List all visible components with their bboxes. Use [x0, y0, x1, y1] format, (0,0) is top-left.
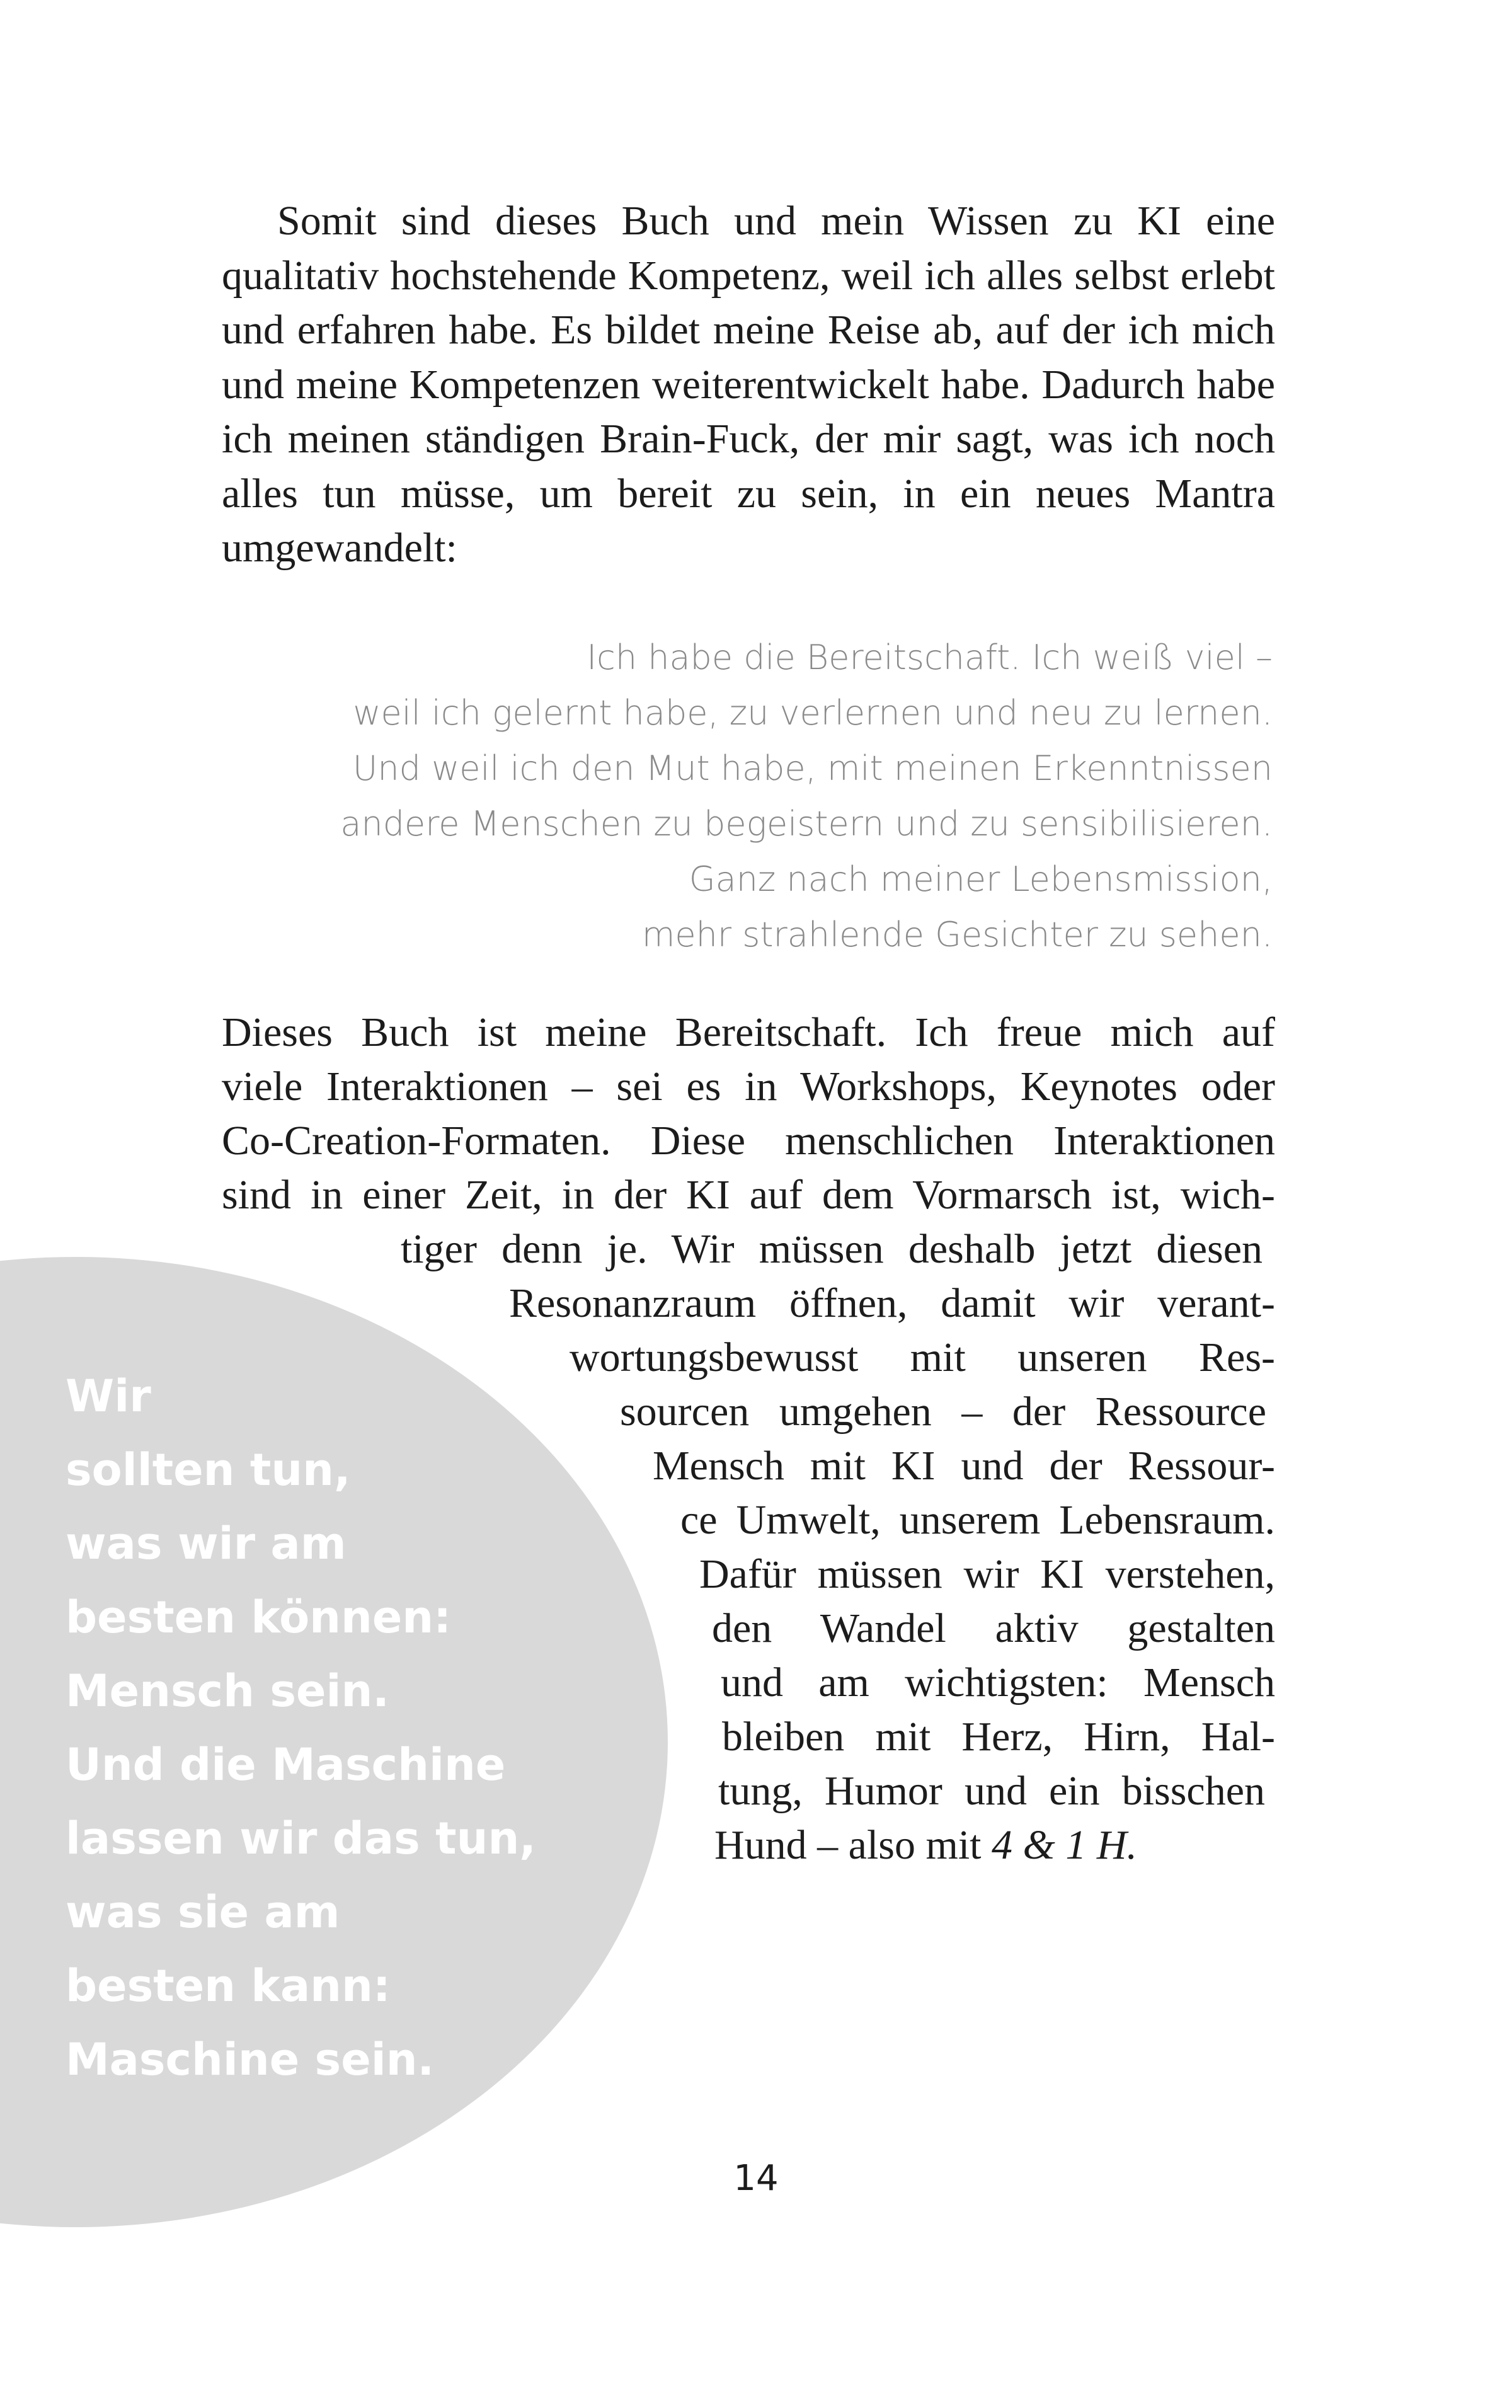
body-line: Mensch mit KI und der Ressour-	[653, 1443, 1275, 1489]
body-line: wortungsbewusst mit unseren Res-	[570, 1334, 1275, 1380]
mantra-line: weil ich gelernt habe, zu verlernen und neu zu lernen.	[353, 693, 1273, 733]
body-line: tung, Humor und ein bisschen	[718, 1768, 1265, 1814]
mantra-line: andere Menschen zu begeistern und zu sensibilisieren.	[340, 804, 1273, 844]
mantra-line: Ich habe die Bereitschaft. Ich weiß viel –	[587, 638, 1273, 677]
body-line: Dafür müssen wir KI verstehen,	[699, 1551, 1275, 1597]
pull-quote	[66, 1360, 633, 2097]
pull-quote-line: besten können:	[66, 1591, 452, 1643]
mantra-line: mehr strahlende Gesichter zu sehen.	[641, 915, 1273, 955]
pull-quote-line: Maschine sein.	[66, 2034, 435, 2085]
pull-quote-line: Wir	[66, 1370, 151, 1422]
body-line: Resonanzraum öffnen, damit wir verant-	[509, 1280, 1275, 1326]
body-paragraph-1: Somit sind dieses Buch und mein Wissen zu KI eine qualitativ hochstehende Kompetenz, weil ich alles selbst erlebt und erfahren habe. Es bildet meine Reise ab, auf der ich mich und meine Kompetenzen weiterentwickelt habe. Dadurch habe ich meinen ständigen Brain-Fuck, der mir sagt, was ich noch alles tun müsse, um bereit zu sein, in ein neues Mantra umgewandelt:	[222, 198, 1275, 571]
pull-quote-line: was wir am	[66, 1518, 346, 1569]
body-line-text: Hund – also mit	[714, 1822, 992, 1868]
body-line: sourcen umgehen – der Ressource	[620, 1389, 1266, 1435]
body-line: Dieses Buch ist meine Bereitschaft. Ich freue mich auf	[222, 1009, 1275, 1055]
four-and-one-h: 4 & 1 H.	[992, 1822, 1137, 1868]
pull-quote-line: Und die Maschine	[66, 1739, 506, 1791]
pull-quote-line: Mensch sein.	[66, 1665, 389, 1717]
body-line: viele Interaktionen – sei es in Workshops, Keynotes oder	[222, 1064, 1275, 1109]
body-line: ce Umwelt, unserem Lebensraum.	[680, 1497, 1275, 1543]
pull-quote-line: besten kann:	[66, 1960, 391, 2012]
body-line: sind in einer Zeit, in der KI auf dem Vormarsch ist, wich-	[222, 1172, 1275, 1218]
pull-quote-line: sollten tun,	[66, 1444, 351, 1496]
pull-quote-line: was sie am	[66, 1886, 340, 1938]
page-number: 14	[733, 2158, 779, 2199]
body-line: Co-Creation-Formaten. Diese menschlichen Interaktionen	[222, 1118, 1275, 1164]
body-line: bleiben mit Herz, Hirn, Hal-	[722, 1714, 1275, 1760]
body-line: den Wandel aktiv gestalten	[712, 1605, 1275, 1651]
body-line-final	[714, 1818, 1137, 1872]
mantra-line: Und weil ich den Mut habe, mit meinen Erkenntnissen	[352, 748, 1273, 788]
mantra-quote	[265, 630, 1273, 963]
body-line: tiger denn je. Wir müssen deshalb jetzt diesen	[401, 1226, 1263, 1272]
body-line: und am wichtigsten: Mensch	[721, 1660, 1275, 1706]
pull-quote-line: lassen wir das tun,	[66, 1813, 536, 1864]
mantra-line: Ganz nach meiner Lebensmission,	[689, 859, 1273, 899]
